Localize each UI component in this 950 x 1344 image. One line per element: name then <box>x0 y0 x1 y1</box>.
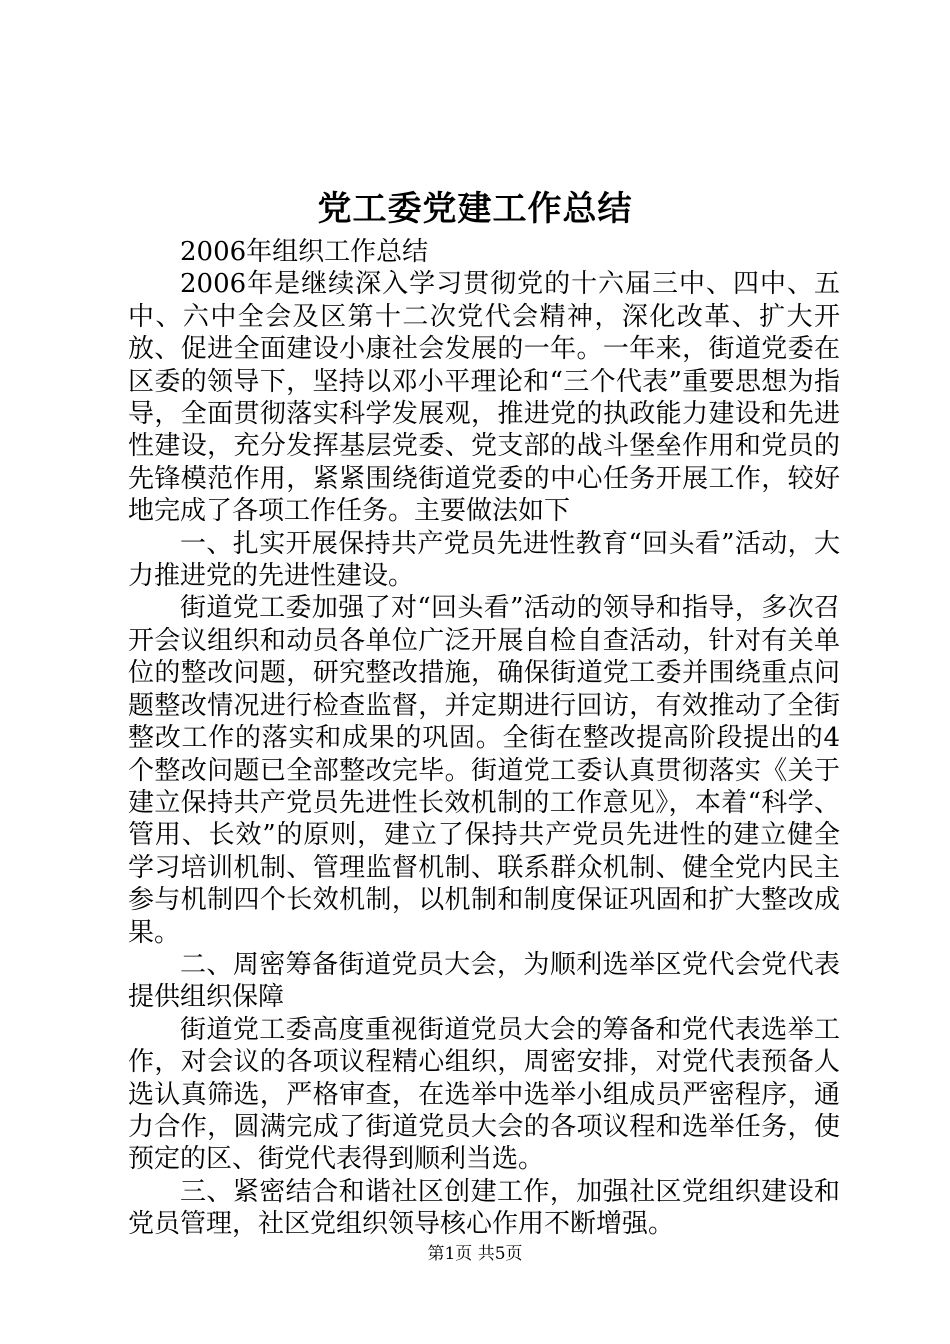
paragraph-subtitle: 2006年组织工作总结 <box>180 237 429 267</box>
paragraph-heading-3: 三、紧密结合和谐社区创建工作，加强社区党组织建设和党员管理，社区党组织领导核心作用不断增强。 <box>128 1176 840 1240</box>
document-body <box>128 236 840 1241</box>
page-number-footer: 第1页 共5页 <box>427 1244 523 1264</box>
paragraph-heading-2: 二、周密筹备街道党员大会，为顺利选举区党代会党代表提供组织保障 <box>128 949 840 1013</box>
paragraph-intro: 2006年是继续深入学习贯彻党的十六届三中、四中、五中、六中全会及区第十二次党代会精神，深化改革、扩大开放、促进全面建设小康社会发展的一年。一年来，街道党委在区委的领导下，坚持以邓小平理论和“三个代表”重要思想为指导，全面贯彻落实科学发展观，推进党的执政能力建设和先进性建设，充分发挥基层党委、党支部的战斗堡垒作用和党员的先锋模范作用，紧紧围绕街道党委的中心任务开展工作，较好地完成了各项工作任务。主要做法如下 <box>128 269 840 527</box>
paragraph-heading-1: 一、扎实开展保持共产党员先进性教育“回头看”活动，大力推进党的先进性建设。 <box>128 528 840 592</box>
paragraph-body-2: 街道党工委高度重视街道党员大会的筹备和党代表选举工作，对会议的各项议程精心组织，周密安排，对党代表预备人选认真筛选，严格审查，在选举中选举小组成员严密程序，通力合作，圆满完成了街道党员大会的各项议程和选举任务，使预定的区、街党代表得到顺利当选。 <box>128 1014 840 1175</box>
document-title: 党工委党建工作总结 <box>317 189 633 229</box>
paragraph-body-1: 街道党工委加强了对“回头看”活动的领导和指导，多次召开会议组织和动员各单位广泛开展自检自查活动，针对有关单位的整改问题，研究整改措施，确保街道党工委并围绕重点问题整改情况进行检查监督，并定期进行回访，有效推动了全街整改工作的落实和成果的巩固。全街在整改提高阶段提出的4个整改问题已全部整改完毕。街道党工委认真贯彻落实《关于建立保持共产党员先进性长效机制的工作意见》，本着“科学、管用、长效”的原则，建立了保持共产党员先进性的建立健全学习培训机制、管理监督机制、联系群众机制、健全党内民主参与机制四个长效机制，以机制和制度保证巩固和扩大整改成果。 <box>128 593 840 948</box>
